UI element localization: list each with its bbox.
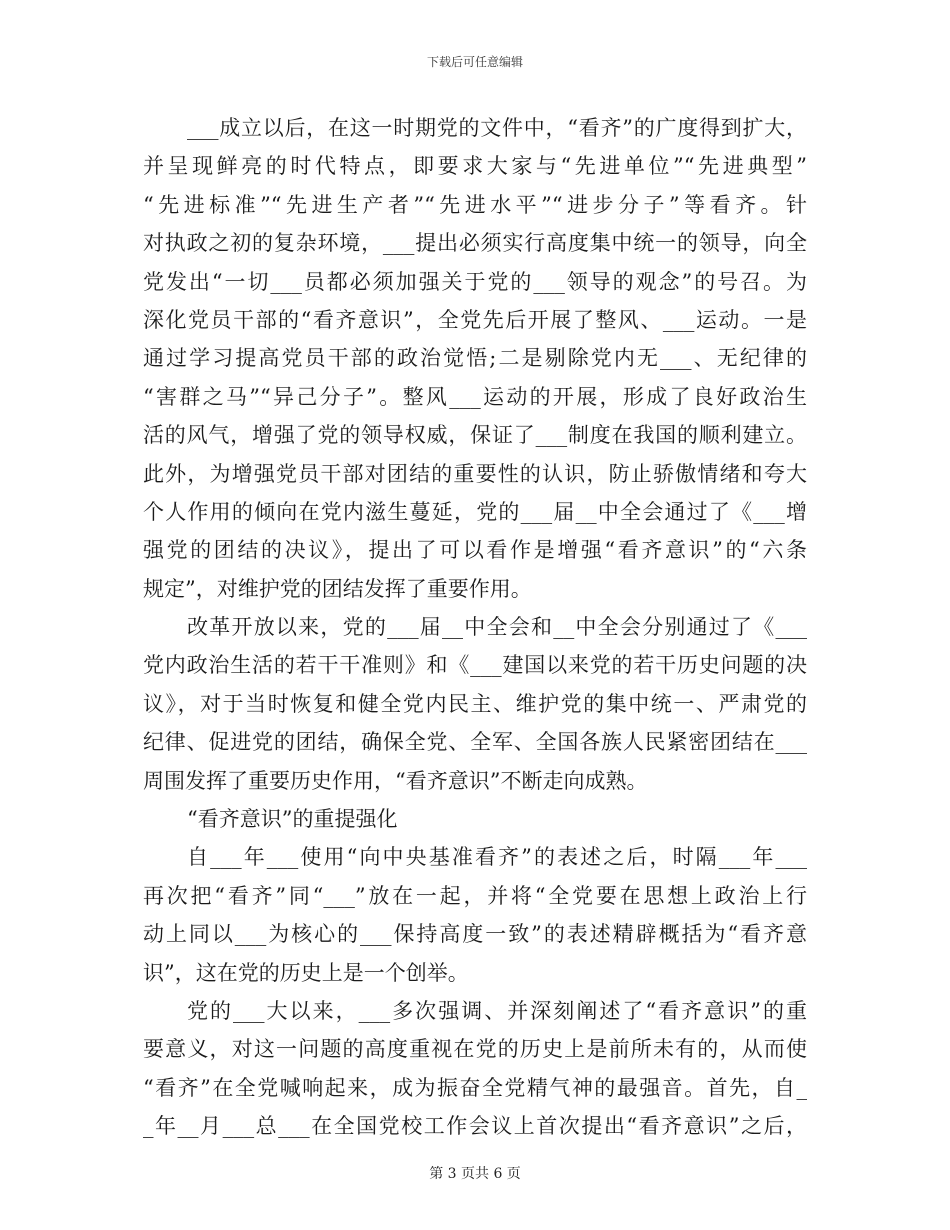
text-line: 党发出“一切___员都必须加强关于党的___领导的观念”的号召。为 (143, 269, 807, 294)
text-line: 规定”，对维护党的团结发挥了重要作用。 (143, 576, 532, 601)
text-line: 党的___大以来，___多次强调、并深刻阐述了“看齐意识”的重 (187, 998, 807, 1023)
text-line: “看齐”在全党喊响起来，成为振奋全党精气神的最强音。首先，自_ (143, 1075, 807, 1100)
text-line: 活的风气，增强了党的领导权威，保证了___制度在我国的顺利建立。 (143, 423, 807, 448)
text-line: 自___年___使用“向中央基准看齐”的表述之后，时隔___年___ (187, 845, 807, 870)
page-footer: 第 3 页共 6 页 (429, 1166, 521, 1182)
text-line: 要意义，对这一问题的高度重视在党的历史上是前所未有的，从而使 (143, 1037, 807, 1062)
text-line: 议》，对于当时恢复和健全党内民主、维护党的集中统一、严肃党的 (143, 691, 807, 716)
text-line: “害群之马”“异己分子”。整风___运动的开展，形成了良好政治生 (143, 384, 807, 409)
text-line: _年__月___总___在全国党校工作会议上首次提出“看齐意识”之后， (143, 1114, 807, 1139)
text-line: 强党的团结的决议》，提出了可以看作是增强“看齐意识”的“六条 (143, 538, 807, 563)
text-line: 识”，这在党的历史上是一个创举。 (143, 960, 469, 985)
document-body (143, 109, 807, 1146)
text-line: 个人作用的倾向在党内滋生蔓延，党的___届__中全会通过了《___增 (143, 499, 807, 524)
text-line: 改革开放以来，党的___届__中全会和__中全会分别通过了《___ (187, 615, 807, 640)
text-line: 通过学习提高党员干部的政治觉悟;二是剔除党内无___、无纪律的 (143, 346, 807, 371)
text-line: 动上同以___为核心的___保持高度一致”的表述精辟概括为“看齐意 (143, 922, 807, 947)
text-line: 深化党员干部的“看齐意识”，全党先后开展了整风、___运动。一是 (143, 307, 807, 332)
text-line: ___成立以后，在这一时期党的文件中，“看齐”的广度得到扩大， (187, 116, 807, 140)
text-line: 党内政治生活的若干干准则》和《___建国以来党的若干历史问题的决 (143, 653, 807, 678)
text-line: 再次把“看齐”同“___”放在一起，并将“全党要在思想上政治上行 (143, 883, 807, 908)
text-line: 对执政之初的复杂环境，___提出必须实行高度集中统一的领导，向全 (143, 231, 807, 256)
text-line: 纪律、促进党的团结，确保全党、全军、全国各族人民紧密团结在___ (143, 730, 807, 755)
text-line: 并呈现鲜亮的时代特点，即要求大家与“先进单位”“先进典型” (143, 154, 807, 179)
text-line: “先进标准”“先进生产者”“先进水平”“进步分子”等看齐。针 (143, 192, 807, 217)
text-line: 此外，为增强党员干部对团结的重要性的认识，防止骄傲情绪和夸大 (143, 461, 807, 486)
section-heading: “看齐意识”的重提强化 (187, 807, 398, 832)
text-line: 周围发挥了重要历史作用，“看齐意识”不断走向成熟。 (143, 768, 648, 793)
page-header: 下载后可任意编辑 (426, 55, 523, 69)
